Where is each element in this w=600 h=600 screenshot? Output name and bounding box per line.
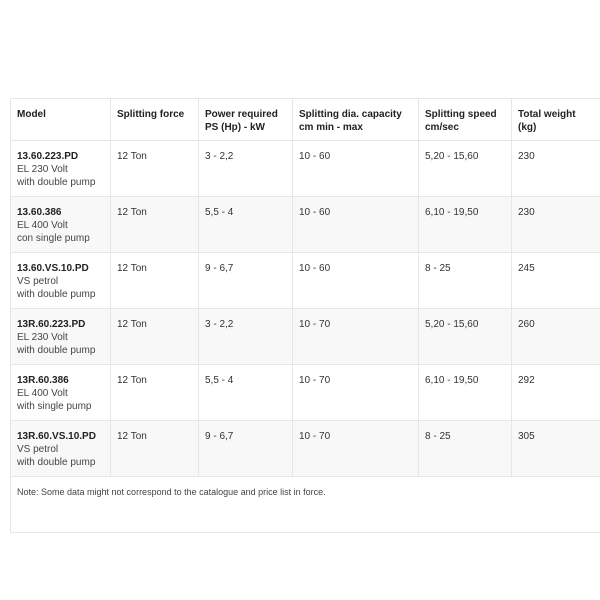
cell-capacity: 10 - 70 bbox=[293, 421, 419, 477]
header-label: Splitting force bbox=[117, 109, 185, 120]
header-unit: cm min - max bbox=[299, 122, 363, 133]
cell-speed: 8 - 25 bbox=[419, 421, 512, 477]
cell-power: 3 - 2,2 bbox=[199, 141, 293, 197]
table-row bbox=[11, 421, 600, 477]
header-unit: cm/sec bbox=[425, 122, 459, 133]
header-model bbox=[11, 99, 111, 141]
model-pump-type: with double pump bbox=[17, 457, 96, 468]
cell-force: 12 Ton bbox=[111, 253, 199, 309]
model-power-type: EL 230 Volt bbox=[17, 332, 68, 343]
model-power-type: EL 400 Volt bbox=[17, 388, 68, 399]
header-label: Total weight (kg) bbox=[518, 109, 576, 133]
cell-speed: 6,10 - 19,50 bbox=[419, 365, 512, 421]
header-unit: PS (Hp) - kW bbox=[205, 122, 265, 133]
cell-weight: 230 bbox=[512, 141, 600, 197]
table-row bbox=[11, 141, 600, 197]
cell-weight: 305 bbox=[512, 421, 600, 477]
model-code: 13.60.VS.10.PD bbox=[17, 263, 89, 274]
cell-model bbox=[11, 141, 111, 197]
model-code: 13.60.386 bbox=[17, 207, 62, 218]
model-power-type: EL 230 Volt bbox=[17, 164, 68, 175]
cell-weight: 245 bbox=[512, 253, 600, 309]
header-label: Splitting dia. capacity bbox=[299, 109, 402, 120]
cell-power: 3 - 2,2 bbox=[199, 309, 293, 365]
header-label: Model bbox=[17, 109, 46, 120]
header-label: Power required bbox=[205, 109, 278, 120]
model-code: 13R.60.223.PD bbox=[17, 319, 86, 330]
cell-power: 9 - 6,7 bbox=[199, 253, 293, 309]
header-splitting-force bbox=[111, 99, 199, 141]
header-splitting-speed bbox=[419, 99, 512, 141]
cell-weight: 292 bbox=[512, 365, 600, 421]
cell-model bbox=[11, 253, 111, 309]
table-row bbox=[11, 309, 600, 365]
header-label: Splitting speed bbox=[425, 109, 497, 120]
model-power-type: VS petrol bbox=[17, 276, 59, 287]
table-row bbox=[11, 253, 600, 309]
model-pump-type: con single pump bbox=[17, 233, 90, 244]
model-code: 13R.60.386 bbox=[17, 375, 69, 386]
note-row bbox=[11, 477, 600, 533]
cell-power: 9 - 6,7 bbox=[199, 421, 293, 477]
cell-model bbox=[11, 309, 111, 365]
table-row bbox=[11, 365, 600, 421]
model-pump-type: with double pump bbox=[17, 177, 96, 188]
cell-power: 5,5 - 4 bbox=[199, 197, 293, 253]
cell-model bbox=[11, 197, 111, 253]
model-power-type: VS petrol bbox=[17, 444, 59, 455]
header-power-required bbox=[199, 99, 293, 141]
spec-table bbox=[10, 98, 600, 533]
spec-table-container bbox=[10, 98, 600, 533]
model-pump-type: with double pump bbox=[17, 345, 96, 356]
cell-speed: 6,10 - 19,50 bbox=[419, 197, 512, 253]
model-power-type: EL 400 Volt bbox=[17, 220, 68, 231]
cell-force: 12 Ton bbox=[111, 309, 199, 365]
cell-capacity: 10 - 60 bbox=[293, 141, 419, 197]
cell-force: 12 Ton bbox=[111, 421, 199, 477]
cell-weight: 230 bbox=[512, 197, 600, 253]
model-pump-type: with single pump bbox=[17, 401, 92, 412]
model-code: 13R.60.VS.10.PD bbox=[17, 431, 96, 442]
cell-power: 5,5 - 4 bbox=[199, 365, 293, 421]
table-note: Note: Some data might not correspond to the catalogue and price list in force. bbox=[11, 477, 600, 533]
cell-force: 12 Ton bbox=[111, 141, 199, 197]
cell-speed: 8 - 25 bbox=[419, 253, 512, 309]
table-header-row bbox=[11, 99, 600, 141]
cell-capacity: 10 - 70 bbox=[293, 365, 419, 421]
cell-speed: 5,20 - 15,60 bbox=[419, 309, 512, 365]
cell-model bbox=[11, 365, 111, 421]
cell-force: 12 Ton bbox=[111, 197, 199, 253]
table-row bbox=[11, 197, 600, 253]
cell-capacity: 10 - 60 bbox=[293, 197, 419, 253]
header-total-weight bbox=[512, 99, 600, 141]
cell-force: 12 Ton bbox=[111, 365, 199, 421]
cell-weight: 260 bbox=[512, 309, 600, 365]
model-code: 13.60.223.PD bbox=[17, 151, 79, 162]
header-splitting-capacity bbox=[293, 99, 419, 141]
cell-capacity: 10 - 60 bbox=[293, 253, 419, 309]
cell-model bbox=[11, 421, 111, 477]
cell-capacity: 10 - 70 bbox=[293, 309, 419, 365]
model-pump-type: with double pump bbox=[17, 289, 96, 300]
cell-speed: 5,20 - 15,60 bbox=[419, 141, 512, 197]
